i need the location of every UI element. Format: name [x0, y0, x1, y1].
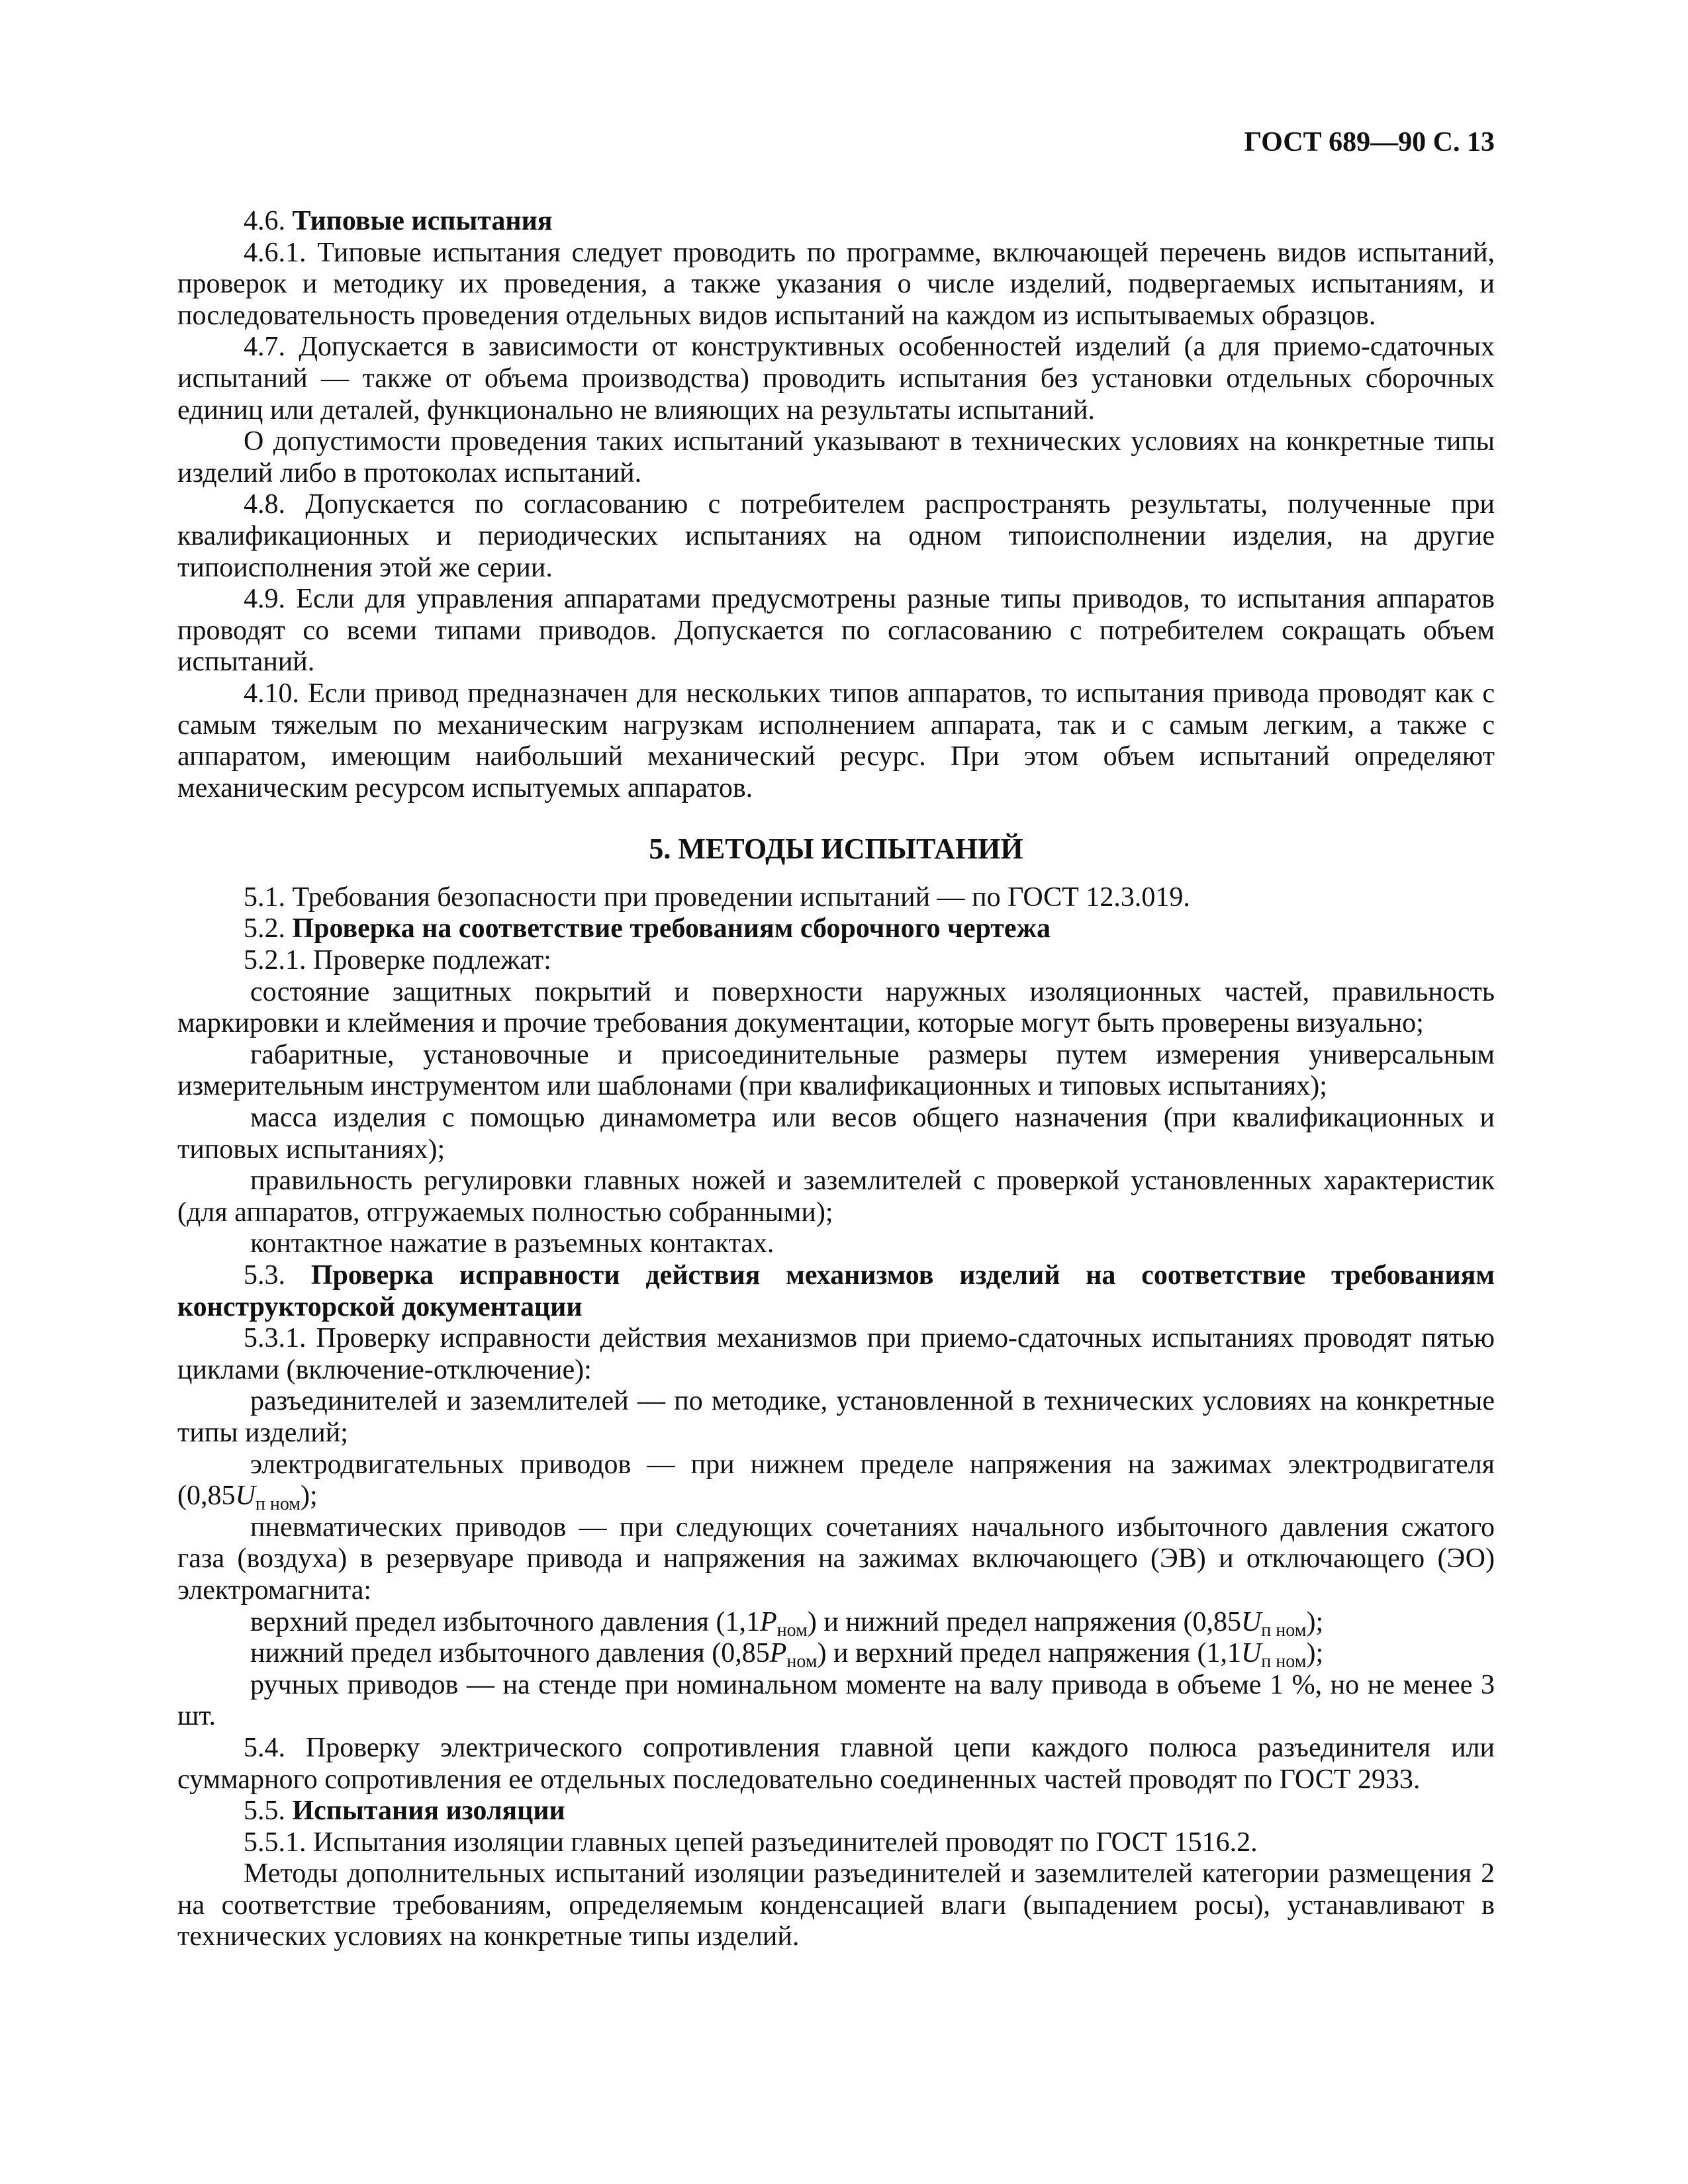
list-item [177, 1449, 1495, 1515]
clause-4-9: 4.9. Если для управления аппаратами предусмотрены разные типы приводов, то испытания аппаратов проводят со всеми типами приводов. Допускается по согласованию с потребителем сокращать объем испытаний. [177, 584, 1495, 678]
variable-symbol: U [1241, 1606, 1262, 1637]
clause-4-6 [177, 206, 1495, 238]
text-run: верхний предел избыточного давления (1,1 [250, 1606, 760, 1637]
list-item: ручных приводов — на стенде при номинальном моменте на валу привода в объеме 1 %, но не менее 3 шт. [177, 1669, 1495, 1732]
list-item: пневматических приводов — при следующих сочетаниях начального избыточного давления сжатого газа (воздуха) в резервуаре привода и напряжения на зажимах включающего (ЭВ) и отключающего (ЭО) электромагнита: [177, 1512, 1495, 1606]
list-item: правильность регулировки главных ножей и заземлителей с проверкой установленных характеристик (для аппаратов, отгружаемых полностью собранными); [177, 1165, 1495, 1228]
text-run: ); [1306, 1606, 1324, 1637]
clause-5-2-1: 5.2.1. Проверке подлежат: [244, 945, 551, 976]
clause-number: 5.5. [244, 1796, 285, 1827]
document-page [177, 122, 1495, 1953]
clause-title: Типовые испытания [292, 206, 553, 236]
subscript: п ном [1261, 1619, 1307, 1641]
clause-5-3 [177, 1260, 1495, 1323]
page-header: ГОСТ 689—90 С. 13 [1244, 127, 1495, 158]
clause-4-7-paragraph: О допустимости проведения таких испытаний указывают в технических условиях на конкретные типы изделий либо в протоколах испытаний. [177, 426, 1495, 488]
list-item: габаритные, установочные и присоединительные размеры путем измерения универсальным измерительным инструментом или шаблонами (при квалификационных и типовых испытаниях); [177, 1039, 1495, 1102]
clause-4-10: 4.10. Если привод предназначен для нескольких типов аппаратов, то испытания привода проводят как с самым тяжелым по механическим нагрузкам исполнением аппарата, так и с самым легким, а также с аппаратом, имеющим наибольший механический ресурс. При этом объем испытаний определяют механическим ресурсом испытуемых аппаратов. [177, 678, 1495, 803]
subscript: п ном [255, 1494, 301, 1515]
text-run: ) и верхний предел напряжения (1,1 [817, 1638, 1241, 1669]
text-run: ); [1306, 1638, 1324, 1669]
list-item [177, 1607, 1495, 1639]
clause-title: Проверка исправности действия механизмов изделий на соответствие требованиям конструкторской документации [177, 1260, 1495, 1322]
text-run: ) и нижний предел напряжения (0,85 [807, 1606, 1241, 1637]
variable-symbol: U [235, 1480, 256, 1512]
subscript: ном [786, 1651, 818, 1672]
clause-5-5 [177, 1796, 1495, 1827]
clause-number: 5.2. [244, 913, 285, 944]
clause-5-5-1: 5.5.1. Испытания изоляции главных цепей разъединителей проводят по ГОСТ 1516.2. [244, 1827, 1258, 1858]
clause-title: Испытания изоляции [292, 1796, 565, 1827]
variable-symbol: U [1241, 1638, 1262, 1669]
clause-title: Проверка на соответствие требованиям сборочного чертежа [292, 913, 1051, 944]
list-item: состояние защитных покрытий и поверхности наружных изоляционных частей, правильность маркировки и клеймения и прочие требования документации, которые могут быть проверены визуально; [177, 976, 1495, 1039]
subscript: п ном [1261, 1651, 1307, 1672]
clause-5-4: 5.4. Проверку электрического сопротивления главной цепи каждого полюса разъединителя или суммарного сопротивления ее отдельных последовательно соединенных частей проводят по ГОСТ 2933. [177, 1732, 1495, 1795]
variable-symbol: P [769, 1638, 787, 1669]
text-run: электродвигательных приводов — при нижнем пределе напряжения на зажимах электродвигателя (0,85 [177, 1449, 1495, 1512]
clause-4-7: 4.7. Допускается в зависимости от конструктивных особенностей изделий (а для приемо-сдаточных испытаний — также от объема производства) проводить испытания без установки отдельных сборочных единиц или деталей, функционально не влияющих на результаты испытаний. [177, 332, 1495, 426]
clause-5-1: 5.1. Требования безопасности при проведении испытаний — по ГОСТ 12.3.019. [244, 882, 1190, 913]
clause-number: 4.6. [244, 206, 285, 236]
clause-5-5-1-paragraph: Методы дополнительных испытаний изоляции разъединителей и заземлителей категории размещения 2 на соответствие требованиям, определяемым конденсацией влаги (выпадением росы), устанавливают в технических условиях на конкретные типы изделий. [177, 1858, 1495, 1952]
list-item: разъединителей и заземлителей — по методике, установленной в технических условиях на конкретные типы изделий; [177, 1386, 1495, 1448]
subscript: ном [776, 1619, 808, 1641]
clause-number: 5.3. [244, 1260, 285, 1291]
text-run: нижний предел избыточного давления (0,85 [250, 1638, 770, 1669]
clause-5-2 [177, 913, 1495, 945]
list-item: контактное нажатие в разъемных контактах. [250, 1228, 774, 1259]
clause-5-3-1: 5.3.1. Проверку исправности действия механизмов при приемо-сдаточных испытаниях проводят пятью циклами (включение-отключение): [177, 1323, 1495, 1385]
clause-4-6-1: 4.6.1. Типовые испытания следует проводить по программе, включающей перечень видов испытаний, проверок и методику их проведения, а также указания о числе изделий, подвергаемых испытаниям, и последовательность проведения отдельных видов испытаний на каждом из испытываемых образцов. [177, 237, 1495, 331]
list-item [177, 1638, 1495, 1670]
list-item: масса изделия с помощью динамометра или весов общего назначения (при квалификационных и типовых испытаниях); [177, 1103, 1495, 1165]
variable-symbol: P [760, 1606, 777, 1637]
text-run: ); [301, 1480, 318, 1512]
section-5-title: 5. МЕТОДЫ ИСПЫТАНИЙ [649, 833, 1023, 866]
clause-4-8: 4.8. Допускается по согласованию с потребителем распространять результаты, полученные при квалификационных и периодических испытаниях на одном типоисполнении изделия, на другие типоисполнения этой же серии. [177, 489, 1495, 583]
